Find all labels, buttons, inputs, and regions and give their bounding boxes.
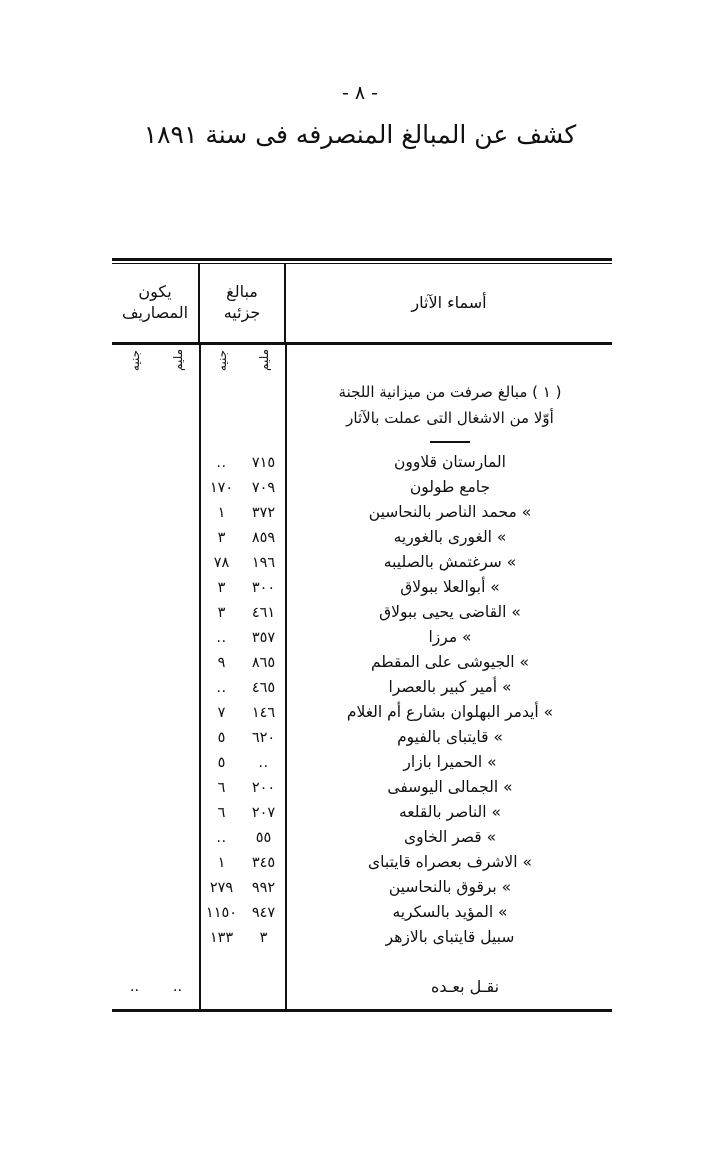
- row-total-millieme: [156, 901, 200, 926]
- row-total-pound: [113, 851, 156, 876]
- row-monument-name: » أيدمر البهلوان بشارع أم الغلام: [286, 701, 613, 726]
- row-monument-name: » سرغتمش بالصليبه: [286, 551, 613, 576]
- unit-partial-pound: جنيه: [200, 345, 242, 379]
- spacer-jun1: [200, 951, 242, 965]
- row-total-millieme: [156, 776, 200, 801]
- row-partial-pound: ٦: [200, 801, 242, 826]
- header-total-expenses: [112, 264, 199, 342]
- row-total-pound: [113, 576, 156, 601]
- separator-c4: [113, 432, 156, 451]
- row-total-pound: [113, 751, 156, 776]
- table-row: [113, 501, 613, 526]
- table-row: [113, 851, 613, 876]
- row-total-pound: [113, 501, 156, 526]
- row-partial-millieme: ١٤٦: [251, 704, 276, 721]
- table-row: [113, 876, 613, 901]
- row-partial-pound: ١١٥٠: [200, 901, 242, 926]
- unit-total-pound: جنيه: [127, 349, 142, 372]
- row-monument-name: » القاضى يحيى ببولاق: [286, 601, 613, 626]
- table-row: [113, 826, 613, 851]
- spacer-names: [286, 951, 613, 965]
- row-total-pound: [113, 476, 156, 501]
- header-total-line2: المصاريف: [121, 303, 189, 322]
- row-partial-pound: ٢٧٩: [200, 876, 242, 901]
- row-monument-name: » محمد الناصر بالنحاسين: [286, 501, 613, 526]
- table-bottom-rule: [112, 1009, 612, 1012]
- row-partial-millieme: ٧١٥: [251, 454, 276, 471]
- table-row: [113, 576, 613, 601]
- row-total-millieme: [156, 451, 200, 476]
- row-partial-pound: ١٧٠: [200, 476, 242, 501]
- row-monument-name: جامع طولون: [286, 476, 613, 501]
- row-total-millieme: [156, 926, 200, 951]
- row-partial-pound: ..: [200, 676, 242, 701]
- row-partial-pound: ٥: [200, 726, 242, 751]
- row-partial-pound: ..: [200, 826, 242, 851]
- row-partial-millieme: ٩٩٢: [251, 879, 276, 896]
- carry-forward-label: نقـل بعـده: [286, 965, 613, 1009]
- row-partial-pound: ٣: [200, 601, 242, 626]
- row-total-millieme: [156, 601, 200, 626]
- carry-forward-row: [113, 965, 613, 1009]
- row-partial-pound: ..: [200, 451, 242, 476]
- row-partial-pound: ٧٨: [200, 551, 242, 576]
- row-total-pound: [113, 901, 156, 926]
- table-row: [113, 451, 613, 476]
- row-total-pound: [113, 776, 156, 801]
- spacer-mil2: [156, 951, 200, 965]
- ledger-table-wrapper: [112, 258, 612, 1012]
- row-monument-name: سبيل قايتباى بالازهر: [286, 926, 613, 951]
- row-monument-name: » أبوالعلا ببولاق: [286, 576, 613, 601]
- row-monument-name: » الجمالى اليوسفى: [286, 776, 613, 801]
- row-total-millieme: [156, 826, 200, 851]
- row-partial-pound: ٣: [200, 526, 242, 551]
- row-total-millieme: [156, 801, 200, 826]
- page-title: كشف عن المبالغ المنصرفه فى سنة ١٨٩١: [143, 120, 577, 149]
- intro-line-1: ( ١ ) مبالغ صرفت من ميزانية اللجنة: [338, 383, 562, 401]
- intro-partial-pound: [200, 379, 242, 432]
- spacer-mil1: [242, 951, 286, 965]
- carry-forward-partial-millieme: [242, 965, 286, 1009]
- row-monument-name: » قصر الخاوى: [286, 826, 613, 851]
- row-partial-millieme: ٩٤٧: [251, 904, 276, 921]
- row-total-pound: [113, 626, 156, 651]
- row-total-pound: [113, 676, 156, 701]
- row-partial-millieme: ٢٠٧: [251, 804, 276, 821]
- row-total-pound: [113, 826, 156, 851]
- row-partial-millieme: ٣: [259, 929, 268, 946]
- row-partial-pound: ١: [200, 851, 242, 876]
- row-partial-pound: ١: [200, 501, 242, 526]
- table-row: [113, 726, 613, 751]
- row-monument-name: » مرزا: [286, 626, 613, 651]
- row-total-pound: [113, 526, 156, 551]
- table-row: [113, 751, 613, 776]
- row-total-millieme: [156, 651, 200, 676]
- table-header-row: [112, 264, 612, 342]
- table-row: [113, 701, 613, 726]
- row-total-millieme: [156, 626, 200, 651]
- row-total-millieme: [156, 476, 200, 501]
- row-monument-name: » الغورى بالغوريه: [286, 526, 613, 551]
- row-total-pound: [113, 926, 156, 951]
- row-total-millieme: [156, 551, 200, 576]
- table-row: [113, 776, 613, 801]
- row-partial-millieme: ٣٤٥: [251, 854, 276, 871]
- unit-partial-millieme: مليم: [256, 349, 271, 372]
- row-total-pound: [113, 801, 156, 826]
- header-names-column: أسماء الآثار: [285, 264, 612, 342]
- table-row: [113, 626, 613, 651]
- separator-c1: [242, 432, 286, 451]
- row-monument-name: » الحميرا بازار: [286, 751, 613, 776]
- row-partial-millieme: ٨٦٥: [251, 654, 276, 671]
- row-partial-millieme: ٦٢٠: [251, 729, 276, 746]
- intro-total-millieme: [156, 379, 200, 432]
- header-partial-line2: جزئيه: [223, 303, 261, 322]
- row-total-pound: [113, 876, 156, 901]
- row-total-millieme: [156, 501, 200, 526]
- row-total-millieme: [156, 851, 200, 876]
- row-total-pound: [113, 551, 156, 576]
- header-total-line1: يكون: [138, 282, 172, 302]
- row-monument-name: » الاشرف بعصراه قايتباى: [286, 851, 613, 876]
- row-partial-pound: ٣: [200, 576, 242, 601]
- row-total-pound: [113, 601, 156, 626]
- row-monument-name: » المؤيد بالسكريه: [286, 901, 613, 926]
- units-empty-cell: [286, 345, 613, 379]
- rows-bottom-spacer: [113, 951, 613, 965]
- row-partial-millieme: ٥٥: [255, 829, 272, 846]
- carry-forward-total-pound: ..: [129, 978, 140, 995]
- carry-forward-partial-pound: [200, 965, 242, 1009]
- row-total-pound: [113, 726, 156, 751]
- intro-text: [286, 379, 613, 432]
- table-row: [113, 526, 613, 551]
- row-partial-pound: ٩: [200, 651, 242, 676]
- row-monument-name: » الناصر بالقلعه: [286, 801, 613, 826]
- units-row: [113, 345, 613, 379]
- separator-c2: [200, 432, 242, 451]
- row-total-millieme: [156, 676, 200, 701]
- table-row: [113, 601, 613, 626]
- carry-forward-total-millieme: ..: [172, 978, 183, 995]
- row-partial-pound: ..: [200, 626, 242, 651]
- row-monument-name: » أمير كبير بالعصرا: [286, 676, 613, 701]
- intro-row: [113, 379, 613, 432]
- row-partial-millieme: ٧٠٩: [251, 479, 276, 496]
- row-partial-pound: ٥: [200, 751, 242, 776]
- header-partial-line1: مبالغ: [226, 282, 258, 302]
- table-rows-body: [113, 451, 613, 951]
- intro-line-2: أوّلا من الاشغال التى عملت بالآثار: [346, 409, 554, 428]
- row-partial-millieme: ٤٦١: [251, 604, 276, 621]
- row-monument-name: » الجيوشى على المقطم: [286, 651, 613, 676]
- row-partial-pound: ٦: [200, 776, 242, 801]
- table-row: [113, 901, 613, 926]
- row-total-millieme: [156, 576, 200, 601]
- separator-c3: [156, 432, 200, 451]
- unit-total-millieme: مليم: [170, 349, 185, 372]
- header-partial-amounts: [199, 264, 285, 342]
- row-monument-name: » قايتباى بالفيوم: [286, 726, 613, 751]
- expenses-table-body: [112, 345, 613, 1009]
- intro-total-pound: [113, 379, 156, 432]
- document-page: [0, 82, 720, 1164]
- row-total-pound: [113, 701, 156, 726]
- row-total-millieme: [156, 751, 200, 776]
- row-partial-millieme: ٣٧٢: [251, 504, 276, 521]
- expenses-table: [112, 264, 612, 342]
- row-partial-millieme: ..: [258, 754, 269, 771]
- row-monument-name: المارستان قلاوون: [286, 451, 613, 476]
- table-row: [113, 476, 613, 501]
- table-row: [113, 551, 613, 576]
- row-partial-pound: ١٣٣: [200, 926, 242, 951]
- row-partial-pound: ٧: [200, 701, 242, 726]
- separator-row: [113, 432, 613, 451]
- row-partial-millieme: ٢٠٠: [251, 779, 276, 796]
- row-total-pound: [113, 651, 156, 676]
- separator-dash: [286, 432, 613, 451]
- row-partial-millieme: ٣٥٧: [251, 629, 276, 646]
- row-partial-millieme: ٤٦٥: [251, 679, 276, 696]
- table-row: [113, 926, 613, 951]
- row-total-millieme: [156, 876, 200, 901]
- row-total-pound: [113, 451, 156, 476]
- table-row: [113, 651, 613, 676]
- row-partial-millieme: ٣٠٠: [251, 579, 276, 596]
- row-monument-name: » برقوق بالنحاسين: [286, 876, 613, 901]
- intro-partial-millieme: [242, 379, 286, 432]
- row-total-millieme: [156, 701, 200, 726]
- spacer-jun2: [113, 951, 156, 965]
- table-row: [113, 676, 613, 701]
- row-total-millieme: [156, 526, 200, 551]
- table-row: [113, 801, 613, 826]
- row-partial-millieme: ٨٥٩: [251, 529, 276, 546]
- page-number: - ٨ -: [341, 82, 379, 104]
- row-partial-millieme: ١٩٦: [251, 554, 276, 571]
- row-total-millieme: [156, 726, 200, 751]
